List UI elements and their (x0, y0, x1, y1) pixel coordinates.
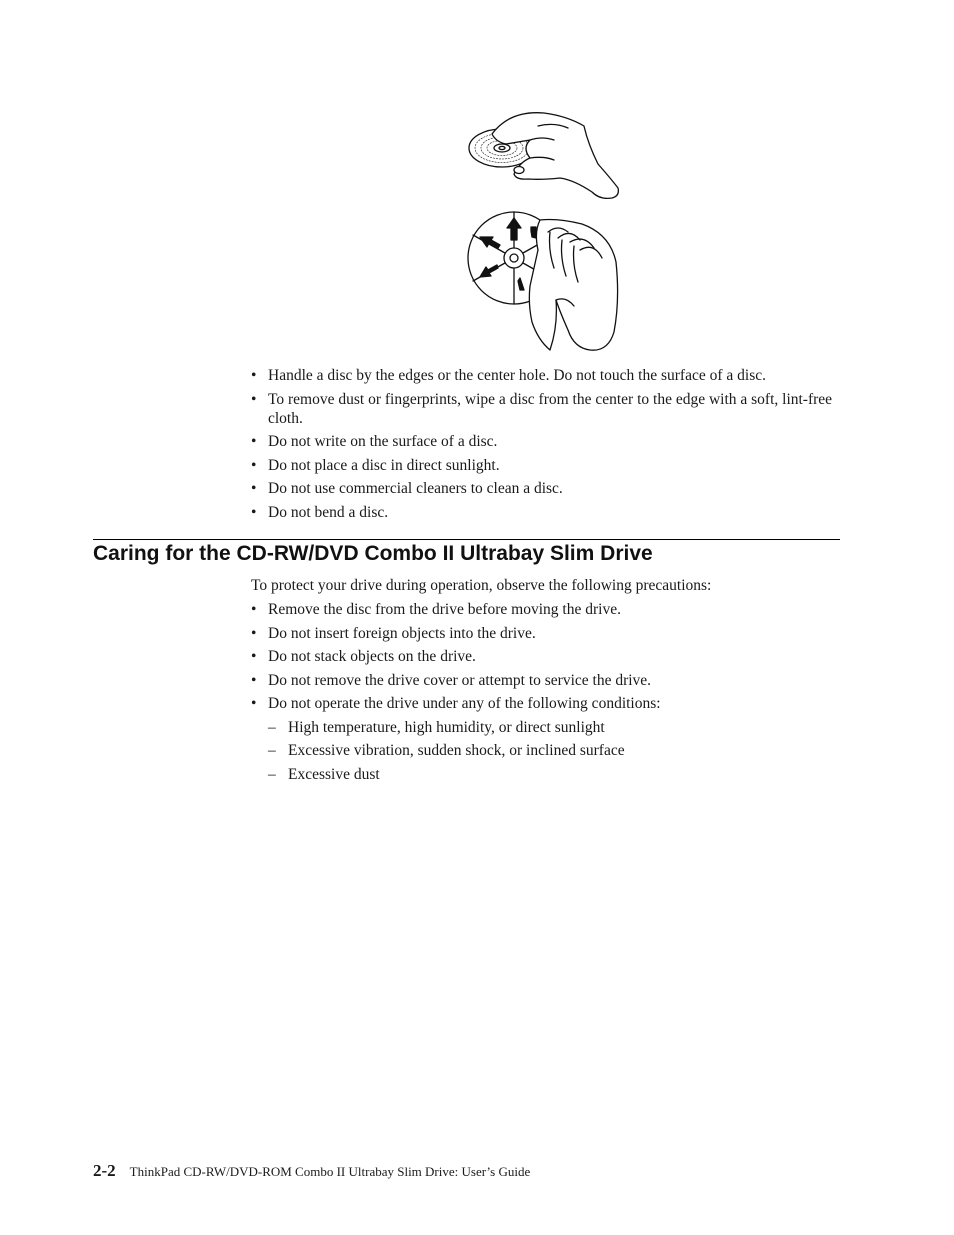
list-item-text: Do not stack objects on the drive. (268, 648, 476, 665)
list-item (251, 694, 851, 784)
list-item-text: Handle a disc by the edges or the center hole. Do not touch the surface of a disc. (268, 367, 766, 384)
list-item-text: To remove dust or fingerprints, wipe a disc from the center to the edge with a soft, lint-free cloth. (268, 390, 833, 427)
section-intro: To protect your drive during operation, observe the following precautions: (251, 577, 712, 594)
bullet-icon: • (251, 456, 257, 474)
sublist-item (268, 741, 851, 760)
sublist-item-text: High temperature, high humidity, or direct sunlight (288, 718, 605, 736)
sublist-item (268, 765, 851, 784)
bullet-icon: • (251, 601, 257, 618)
list-item (251, 503, 851, 522)
list-item (251, 390, 851, 428)
precautions-list (251, 600, 851, 788)
bullet-icon: • (251, 671, 257, 689)
dash-icon: – (268, 765, 276, 783)
bullet-icon: • (251, 648, 257, 665)
sublist-item (268, 718, 851, 737)
dash-icon: – (268, 718, 276, 736)
page-number: 2-2 (93, 1161, 116, 1180)
bullet-icon: • (251, 367, 257, 384)
list-item (251, 624, 851, 643)
disc-handling-illustration (462, 100, 632, 360)
sublist-item-text: Excessive dust (288, 765, 380, 783)
sublist-item-text: Excessive vibration, sudden shock, or inclined surface (288, 742, 625, 759)
bullet-icon: • (251, 695, 257, 712)
list-item-text: Do not bend a disc. (268, 503, 389, 521)
list-item-text: Do not remove the drive cover or attempt to service the drive. (268, 671, 652, 689)
conditions-sublist (268, 718, 851, 784)
bullet-icon: • (251, 503, 257, 521)
bullet-icon: • (251, 390, 257, 408)
bullet-icon: • (251, 480, 257, 497)
list-item-text: Remove the disc from the drive before moving the drive. (268, 601, 621, 618)
wipe-disc-icon (468, 212, 618, 350)
list-item-text: Do not write on the surface of a disc. (268, 433, 498, 450)
list-item (251, 671, 851, 690)
bullet-icon: • (251, 433, 257, 450)
list-item (251, 479, 851, 498)
list-item (251, 600, 851, 619)
disc-handling-list (251, 366, 851, 526)
list-item-text: Do not use commercial cleaners to clean a disc. (268, 480, 563, 497)
list-item (251, 647, 851, 666)
list-item-text: Do not place a disc in direct sunlight. (268, 456, 500, 474)
list-item (251, 366, 851, 385)
hand-holding-disc-icon (469, 113, 618, 199)
page-footer (93, 1161, 530, 1181)
list-item (251, 432, 851, 451)
bullet-icon: • (251, 624, 257, 642)
list-item-text: Do not operate the drive under any of the following conditions: (268, 695, 661, 712)
document-title: ThinkPad CD-RW/DVD-ROM Combo II Ultrabay Slim Drive: User’s Guide (129, 1164, 531, 1179)
list-item-text: Do not insert foreign objects into the drive. (268, 624, 536, 642)
dash-icon: – (268, 742, 276, 759)
section-heading: Caring for the CD-RW/DVD Combo II Ultrabay Slim Drive (93, 542, 653, 565)
list-item (251, 456, 851, 475)
